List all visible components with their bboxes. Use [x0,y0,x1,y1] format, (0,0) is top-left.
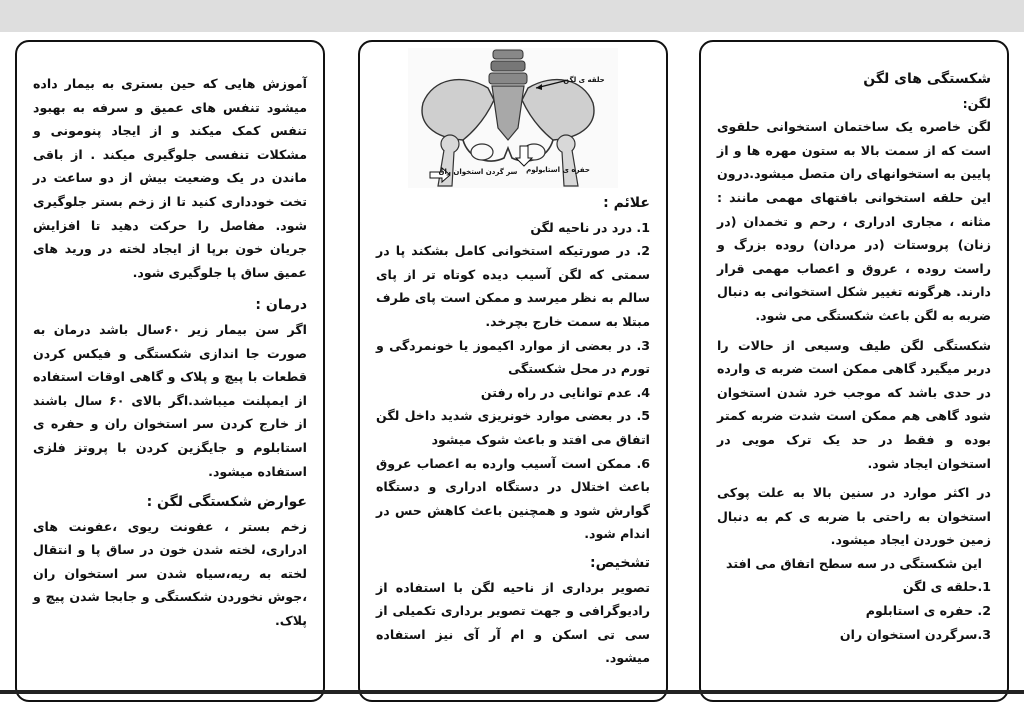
diagnosis-text: تصویر برداری از ناحیه لگن با استفاده از رادیوگرافی و جهت تصویر برداری تکمیلی از سی تی اسکن و ام آر آی نیز استفاده میشود. [376,579,650,666]
complications-title: عوارض شکستگی لگن : [146,494,307,511]
label-pelvic-ring: حلقه ی لگن [563,76,605,84]
label-femur-neck: سر گردن استخوان ران [438,168,518,176]
panel-pelvic-fractures [699,40,1009,702]
bottom-rule [0,690,1024,694]
symptom-item: 1. درد در ناحیه لگن [530,219,650,235]
treatment-text: اگر سن بیمار زیر ۶۰سال باشد درمان به صورت جا اندازی شکستگی و فیکس کردن قطعات با پیچ و پلاک و گاهی اوقات استفاده از ایمپلنت میباشد.اگر بالای ۶۰ سال باشند از خارج کردن سر استخوان ران و حفره ی استابلوم و جایگزین کردن با پروتز فلزی استفاده میشود. [33,321,307,479]
pelvic-fractures-title: شکستگی های لگن [863,71,991,87]
panel-symptoms-diagnosis [358,40,668,702]
diagnosis-title: تشخیص: [589,554,650,571]
symptom-item: 3. در بعضی از موارد اکیموز یا خونمردگی و تورم در محل شکستگی [376,337,650,377]
symptom-item: 5. در بعضی موارد خونریزی شدید داخل لگن اتفاق می افتد و باعث شوک میشود [376,408,650,447]
symptom-item: 6. ممکن است آسیب وارده به اعصاب عروق باعث اختلال در دستگاه ادراری و دستگاه گوارش شود و همچنین باعث کاهش حس در اندام شود. [376,455,650,542]
pelvis-illustration [376,48,650,188]
pelvis-bone-drawing [408,48,618,188]
complications-text: زخم بستر ، عفونت ریوی ،عفونت های ادراری، لخته شدن خون در ساق پا و انتقال لخته به ریه،سیاه شدن سر استخوان ران ،جوش نخوردن شکستگی و جابجا شدن پیچ و پلاک. [33,518,307,629]
level-item: 1.حلقه ی لگن [902,579,991,595]
pelvis-description: لگن خاصره یک ساختمان استخوانی حلقوی است که از سمت بالا به ستون مهره ها و از پایین به استخوانهای ران متصل میشود.درون این حلقه استخوانی بافتهای مهمی مانند : مثانه ، مجاری ادراری ، رحم و تخمدان (در زنان) پروستات (در مردان) روده بزرگ و راست روده ، عروق و اعصاب مهمی قرار دارند. هرگونه تغییر شکل استخوانی به دنبال ضربه به لگن باعث شکستگی می شود. [717,119,991,323]
patient-education-paragraph: آموزش هایی که حین بستری به بیمار داده میشود تنفس های عمیق و سرفه به بهبود تنفس کمک میکند و از ایجاد پنومونی و مشکلات تنفسی جلوگیری میکند . از باقی ماندن در یک وضعیت بیش از دو ساعت در تخت خودداری کنید تا از زخم بستر جلوگیری شود. مفاصل را حرکت دهید تا افزایش جریان خون برپا از ایجاد لخته در ورید های عمیق ساق پا جلوگیری شود. [33,76,307,280]
symptom-item: 2. در صورتیکه استخوانی کامل بشکند پا در سمتی که لگن آسیب دیده کوتاه تر از پای سالم به نظر میرسد و ممکن است پای طرف مبتلا به سمت خارج بچرخد. [376,243,650,329]
pelvis-subtitle: لگن: [962,95,991,111]
level-item: 2. حفره ی استابلوم [865,603,991,619]
fracture-range-paragraph: شکستگی لگن طیف وسیعی از حالات را دربر میگیرد گاهی ممکن است ضربه ی وارده در حدی باشد که موجب خرد شدن استخوان شود گاهی هم ممکن است شدت ضربه کمتر بوده و فقط در حد یک ترک مویی در استخوان ایجاد شود. [717,337,991,471]
level-item: 3.سرگردن استخوان ران [839,626,991,642]
symptoms-title: علائم : [603,195,650,211]
top-gray-band [0,0,1024,32]
panel-treatment-complications [15,40,325,702]
elderly-osteoporosis-paragraph: در اکثر موارد در سنین بالا به علت پوکی استخوان به راحتی با ضربه ی کم به دنبال زمین خوردن ایجاد میشود. [717,485,991,548]
three-levels-intro: این شکستگی در سه سطح اتفاق می افتد [726,555,982,571]
symptom-item: 4. عدم توانایی در راه رفتن [480,384,650,400]
label-acetabulum: حفره ی استابولوم [526,166,590,174]
treatment-title: درمان : [255,297,307,314]
